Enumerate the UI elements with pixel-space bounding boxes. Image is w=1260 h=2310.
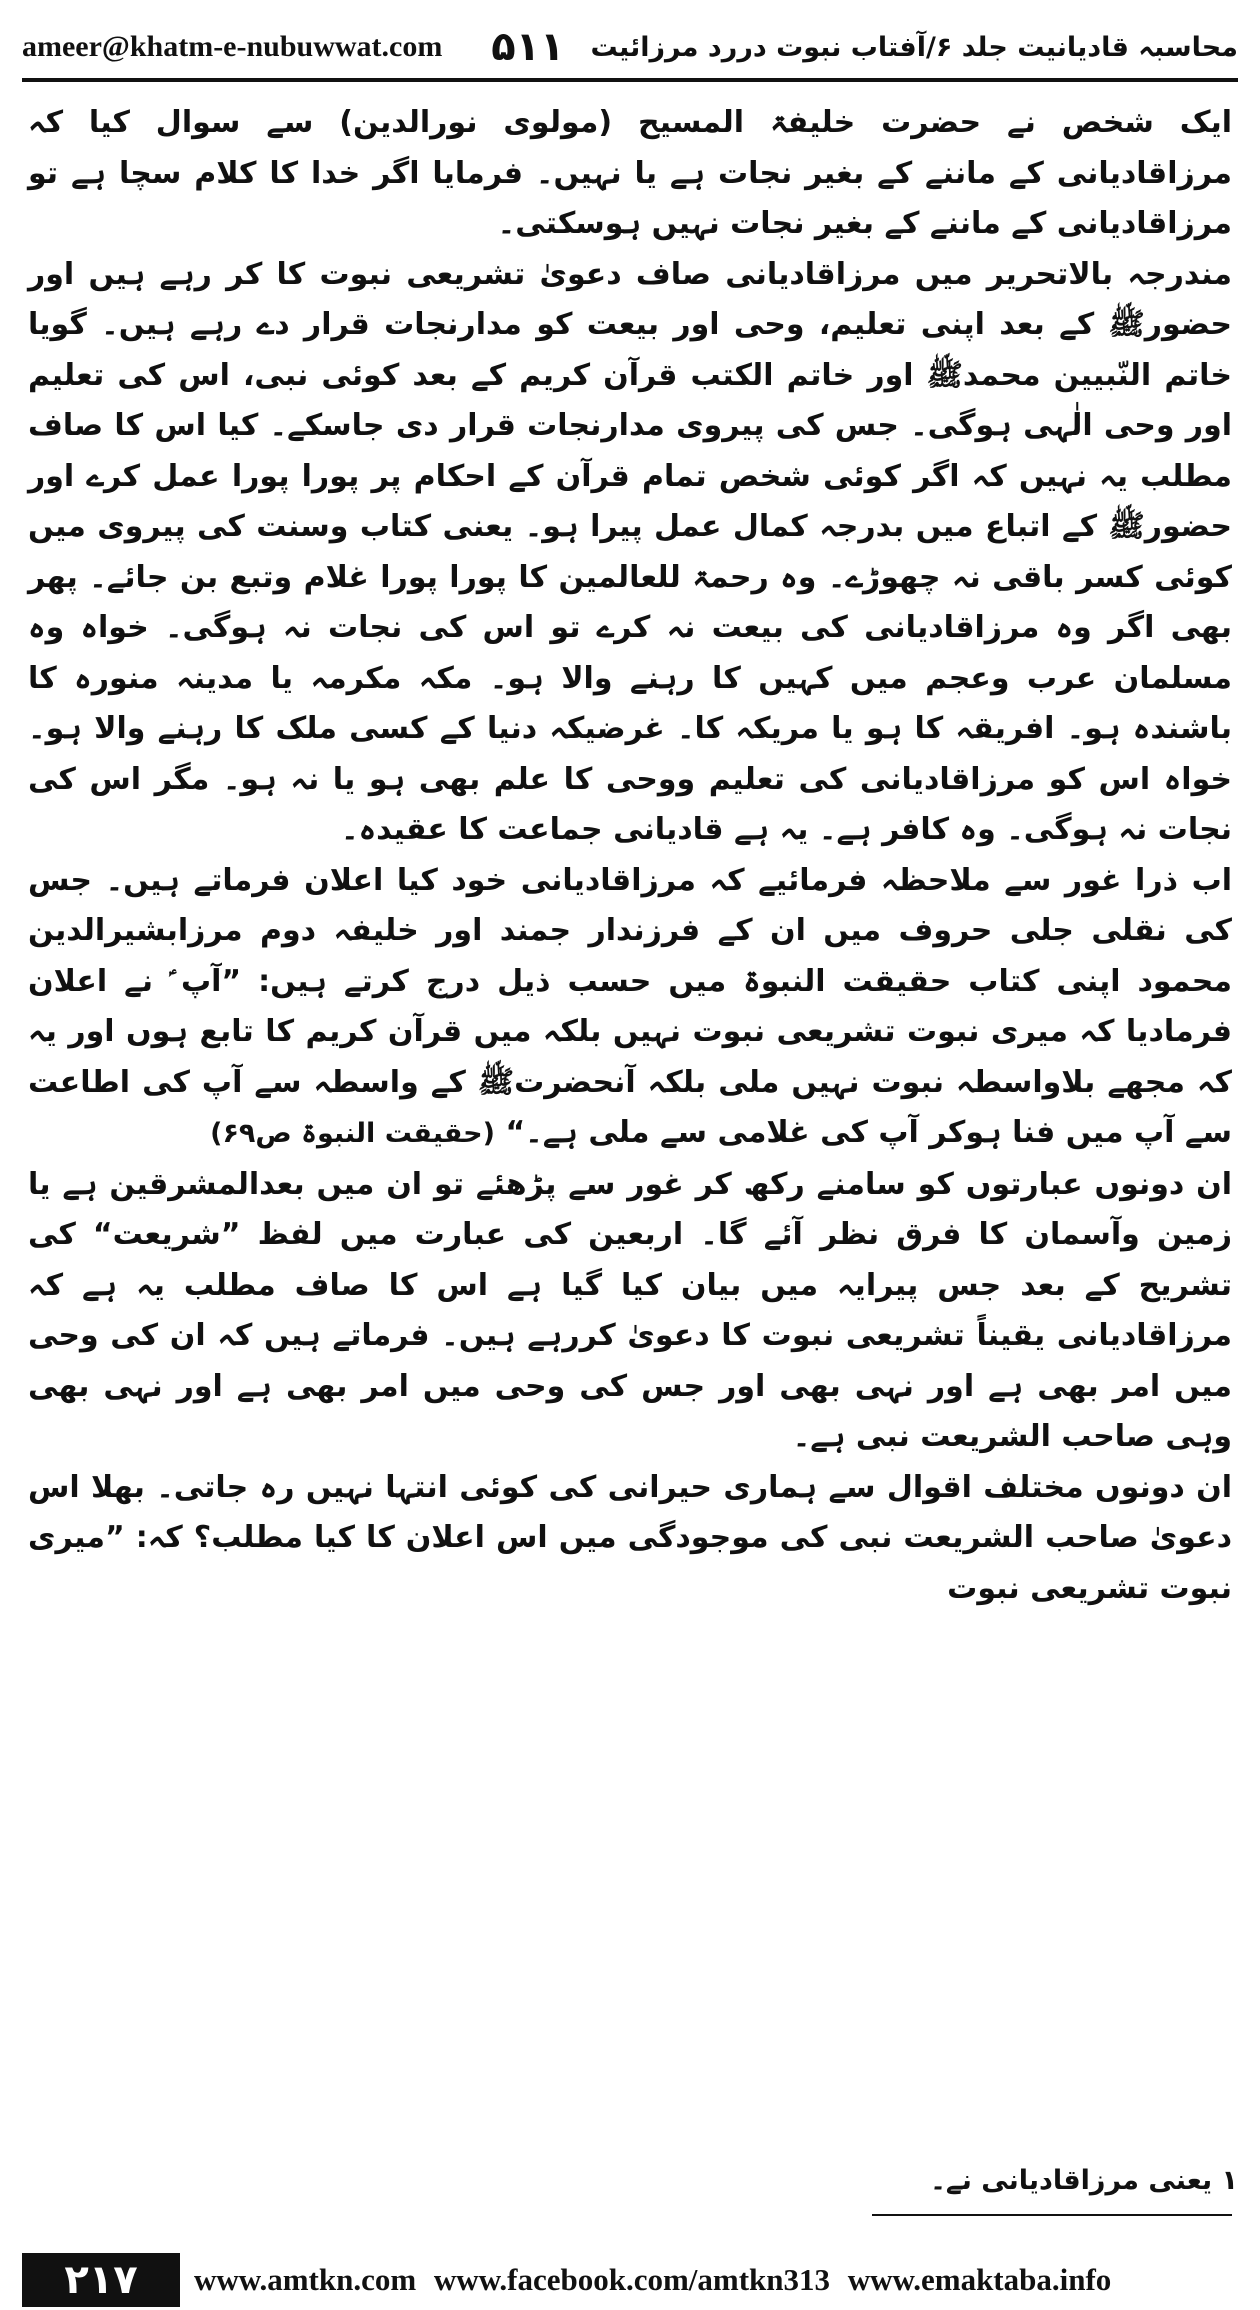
- header-page-number: ۵۱۱: [491, 24, 565, 70]
- header-email[interactable]: ameer@khatm-e-nubuwwat.com: [22, 30, 443, 63]
- header-book-title: محاسبہ قادیانیت جلد ۶/آفتاب نبوت دررد مرزائیت: [590, 31, 1238, 63]
- footer-link-facebook[interactable]: www.facebook.com/amtkn313: [433, 2262, 831, 2297]
- footnote: ۱ یعنی مرزاقادیانی نے۔: [930, 2165, 1238, 2196]
- paragraph-3-text: اب ذرا غور سے ملاحظہ فرمائیے کہ مرزاقادیانی خود کیا اعلان فرماتے ہیں۔ جس کی نقلی جلی حروف میں ان کے فرزندار جمند اور خلیفہ دوم مرزابشیرالدین محمود اپنی کتاب حقیقت النبوۃ میں حسب ذیل درج کرتے ہیں: ”آپ ؑ نے اعلان فرمادیا کہ میری نبوت تشریعی نبوت نہیں بلکہ میں قرآن کریم کا تابع ہوں اور یہ کہ مجھے بلاواسطہ نبوت نہیں ملی بلکہ آنحضرتﷺ کے واسطہ سے آپ کی اطاعت سے آپ میں فنا ہوکر آپ کی غلامی سے ملی ہے۔“: [28, 862, 1232, 1150]
- page-header: [22, 18, 1238, 76]
- page-footer: [0, 2250, 1260, 2310]
- header-right: [491, 24, 1238, 70]
- paragraph-3: [28, 856, 1232, 1160]
- footnote-divider: [872, 2214, 1232, 2216]
- footer-link-amtkn[interactable]: www.amtkn.com: [194, 2262, 417, 2297]
- reference-citation: (حقیقت النبوۃ ص۶۹): [210, 1118, 495, 1149]
- paragraph-2: مندرجہ بالاتحریر میں مرزاقادیانی صاف دعویٰ تشریعی نبوت کا کر رہے ہیں اور حضورﷺ کے بعد اپنی تعلیم، وحی اور بیعت کو مدارنجات قرار دے رہے ہیں۔ گویا خاتم النّبیین محمدﷺ اور خاتم الکتب قرآن کریم کے بعد کوئی نبی، اس کی تعلیم اور وحی الٰہی ہوگی۔ جس کی پیروی مدارنجات قرار دی جاسکے۔ کیا اس کا صاف مطلب یہ نہیں کہ اگر کوئی شخص تمام قرآن کے احکام پر پورا پورا عمل کرے اور حضورﷺ کے اتباع میں بدرجہ کمال عمل پیرا ہو۔ یعنی کتاب وسنت کی پیروی میں کوئی کسر باقی نہ چھوڑے۔ وہ رحمۃ للعالمین کا پورا پورا غلام وتبع بن جائے۔ پھر بھی اگر وہ مرزاقادیانی کی بیعت نہ کرے تو اس کی نجات نہ ہوگی۔ خواہ وہ مسلمان عرب وعجم میں کہیں کا رہنے والا ہو۔ مکہ مکرمہ یا مدینہ منورہ کا باشندہ ہو۔ افریقہ کا ہو یا مریکہ کا۔ غرضیکہ دنیا کے کسی ملک کا رہنے والا ہو۔ خواہ اس کو مرزاقادیانی کی تعلیم ووحی کا علم بھی ہو یا نہ ہو۔ مگر اس کی نجات نہ ہوگی۔ وہ کافر ہے۔ یہ ہے قادیانی جماعت کا عقیدہ۔: [28, 256, 1232, 847]
- footer-page-number: ۲۱۷: [22, 2253, 180, 2307]
- paragraph-5: ان دونوں مختلف اقوال سے ہماری حیرانی کی کوئی انتہا نہیں رہ جاتی۔ بھلا اس دعویٰ صاحب الشریعت نبی کی موجودگی میں اس اعلان کا کیا مطلب؟ کہ: ”میری نبوت تشریعی نبوت: [28, 1469, 1232, 1606]
- footer-links: [194, 2262, 1121, 2298]
- page-body: [28, 98, 1232, 2098]
- paragraph-4: ان دونوں عبارتوں کو سامنے رکھ کر غور سے پڑھئے تو ان میں بعدالمشرقین ہے یا زمین وآسمان کا فرق نظر آئے گا۔ اربعین کی عبارت میں لفظ ”شریعت“ کی تشریح کے بعد جس پیرایہ میں بیان کیا گیا ہے اس کا صاف مطلب یہ ہے کہ مرزاقادیانی یقیناً تشریعی نبوت کا دعویٰ کررہے ہیں۔ فرماتے ہیں کہ ان کی وحی میں امر بھی ہے اور نہی بھی اور جس کی وحی میں امر بھی ہے اور نہی بھی وہی صاحب الشریعت نبی ہے۔: [28, 1166, 1232, 1454]
- header-divider: [22, 78, 1238, 82]
- paragraph-1: ایک شخص نے حضرت خلیفۃ المسیح (مولوی نورالدین) سے سوال کیا کہ مرزاقادیانی کے ماننے کے بغیر نجات ہے یا نہیں۔ فرمایا اگر خدا کا کلام سچا ہے تو مرزاقادیانی کے ماننے کے بغیر نجات نہیں ہوسکتی۔: [28, 105, 1232, 241]
- footer-link-emaktaba[interactable]: www.emaktaba.info: [847, 2262, 1112, 2297]
